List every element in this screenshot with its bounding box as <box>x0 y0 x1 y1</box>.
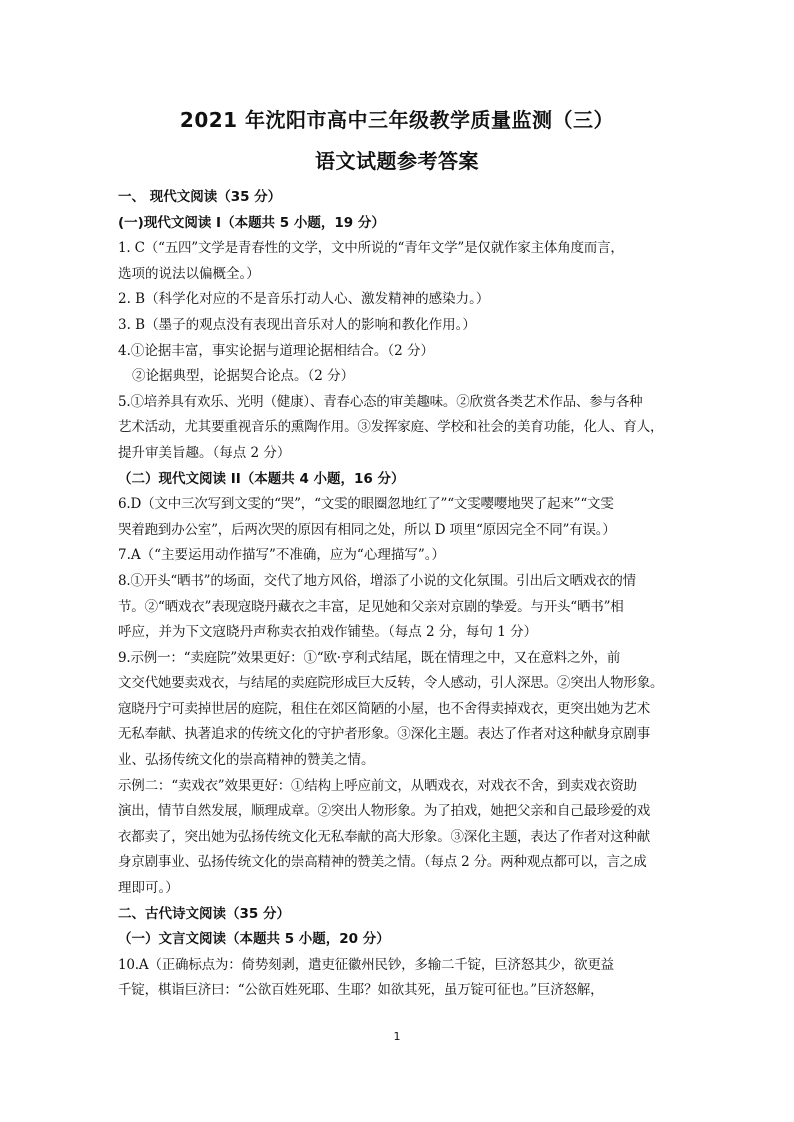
answer-line: 理即可。） <box>118 880 179 897</box>
answer-line: 9.示例一：“卖庭院”效果更好：①“欧·亨利式结尾，既在情理之中，又在意料之外，前 <box>118 649 621 666</box>
answer-line: 寇晓丹宁可卖掉世居的庭院，租住在郊区简陋的小屋，也不舍得卖掉戏衣，更突出她为艺术 <box>118 700 650 717</box>
answer-line: 艺术活动，尤其要重视音乐的熏陶作用。③发挥家庭、学校和社会的美育功能，化人、育人， <box>118 419 664 436</box>
answer-line: 无私奉献、执著追求的传统文化的守护者形象。③深化主题。表达了作者对这种献身京剧事 <box>118 726 650 743</box>
answer-line: 衣都卖了，突出她为弘扬传统文化无私奉献的高大形象。③深化主题，表达了作者对这种献 <box>118 828 650 845</box>
section-heading: 二、古代诗文阅读（35 分） <box>118 905 290 922</box>
answer-line: 7.A（“主要运用动作描写”不准确，应为“心理描写”。） <box>118 547 445 564</box>
answer-line: 10.A（正确标点为：倚势刻剥，遣吏征徽州民钞，多输二千锭，巨济怒其少，欲更益 <box>118 956 614 973</box>
subsection-heading: (一)现代文阅读 I（本题共 5 小题，19 分） <box>118 214 385 231</box>
page-title: 2021 年沈阳市高中三年级教学质量监测（三） <box>179 108 615 132</box>
answer-line: 5.①培养具有欢乐、光明（健康）、青春心态的审美趣味。②欣赏各类艺术作品、参与各种 <box>118 393 643 410</box>
answer-line: 身京剧事业、弘扬传统文化的崇高精神的赞美之情。（每点 2 分。两种观点都可以，言之成 <box>118 854 647 871</box>
page-number: 1 <box>393 1030 401 1043</box>
answer-line: 文交代她要卖戏衣，与结尾的卖庭院形成巨大反转，令人感动，引人深思。②突出人物形象。 <box>118 675 664 692</box>
answer-line: 示例二：“卖戏衣”效果更好：①结构上呼应前文，从晒戏衣，对戏衣不舍，到卖戏衣资助 <box>118 777 637 794</box>
answer-line: 哭着跑到办公室”，后两次哭的原因有相同之处，所以 D 项里“原因完全不同”有误。） <box>118 521 616 538</box>
answer-content <box>118 185 680 1004</box>
subsection-heading: （二）现代文阅读 II（本题共 4 小题，16 分） <box>118 470 405 487</box>
answer-line: 呼应，并为下文寇晓丹声称卖衣拍戏作铺垫。（每点 2 分，每句 1 分） <box>118 624 538 641</box>
answer-line: 4.①论据丰富，事实论据与道理论据相结合。（2 分） <box>118 342 435 359</box>
answer-line: 6.D（文中三次写到文雯的“哭”，“文雯的眼圈忽地红了”“文雯嘤嘤地哭了起来”“文雯 <box>118 496 614 513</box>
answer-line: 业、弘扬传统文化的崇高精神的赞美之情。 <box>118 752 375 769</box>
answer-line: 节。②“晒戏衣”表现寇晓丹藏衣之丰富，足见她和父亲对京剧的挚爱。与开头“晒书”相 <box>118 598 624 615</box>
answer-line: 8.①开头“晒书”的场面，交代了地方风俗，增添了小说的文化氛围。引出后文晒戏衣的情 <box>118 572 636 589</box>
subsection-heading: （一）文言文阅读（本题共 5 小题，20 分） <box>118 931 390 948</box>
answer-line: 千锭，棋诣巨济曰：“公欲百姓死耶、生耶？如欲其死，虽万锭可征也。”巨济怒解， <box>118 982 604 999</box>
answer-line: 提升审美旨趣。（每点 2 分） <box>118 444 291 461</box>
answer-line: 选项的说法以偏概全。） <box>118 265 260 282</box>
answer-line: 3. B（墨子的观点没有表现出音乐对人的影响和教化作用。） <box>118 316 476 333</box>
answer-line: 演出，情节自然发展，顺理成章。②突出人物形象。为了拍戏，她把父亲和自己最珍爱的戏 <box>118 803 650 820</box>
answer-line: ②论据典型，论据契合论点。（2 分） <box>132 368 355 385</box>
answer-line: 2. B（科学化对应的不是音乐打动人心、激发精神的感染力。） <box>118 291 490 308</box>
answer-line: 1. C（“五四”文学是青春性的文学，文中所说的“青年文学”是仅就作家主体角度而言， <box>118 240 624 257</box>
page-subtitle: 语文试题参考答案 <box>315 149 479 173</box>
section-heading: 一、 现代文阅读（35 分） <box>118 189 282 205</box>
